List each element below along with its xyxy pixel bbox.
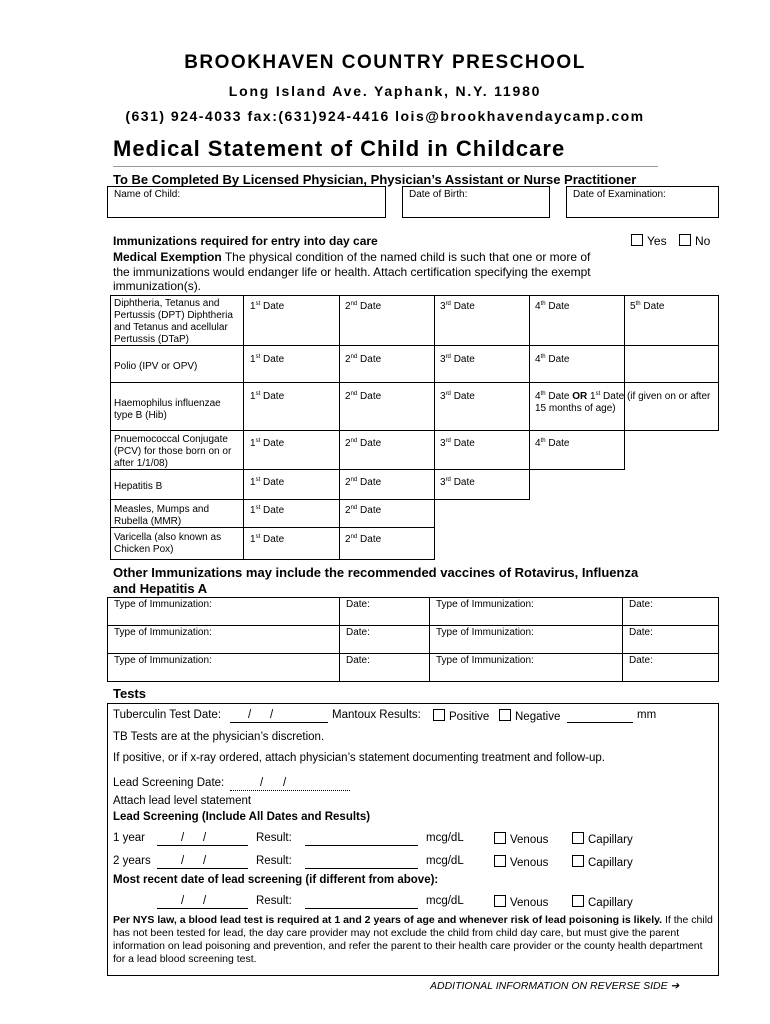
other-date-label: Date: [346,599,370,610]
immunizations-heading: Immunizations required for entry into day care [113,234,378,248]
mantoux-label: Mantoux Results: [332,709,421,721]
exam-date-label: Date of Examination: [573,189,666,200]
mcg-label: mcg/dL [426,855,464,867]
dose-date-cell[interactable]: 3rd Date [440,438,475,449]
mm-label: mm [637,709,657,721]
hib-label: Haemophilus influenzae type B (Hib) [114,398,221,421]
dose-date-cell[interactable]: 1st Date [250,534,285,545]
xray-note: If positive, or if x-ray ordered, attach physician’s statement documenting treatment and follow-up. [113,752,605,764]
capillary-option[interactable]: Capillary [572,855,633,869]
capillary-option[interactable]: Capillary [572,832,633,846]
dose-date-cell[interactable]: 4th Date [535,354,570,365]
venous-checkbox[interactable] [494,895,506,907]
nys-law-note [113,914,715,966]
exemption-label: Medical Exemption [113,250,222,264]
other-type-label: Type of Immunization: [114,655,212,666]
positive-checkbox[interactable] [433,709,445,721]
positive-option[interactable]: Positive [433,709,489,723]
mcg-label: mcg/dL [426,832,464,844]
other-date-label: Date: [629,627,653,638]
dose-date-cell[interactable]: 1st Date [250,477,285,488]
other-type-label: Type of Immunization: [114,599,212,610]
dose-date-cell[interactable]: 2nd Date [345,391,382,402]
dose-date-cell[interactable]: 2nd Date [345,301,382,312]
school-name: BROOKHAVEN COUNTRY PRESCHOOL [184,52,586,73]
nys-law-text: If the child has not been tested for lead, the day care provider may not exclude the child from child day care, but must give the parent information on lead poisoning and prevention, and refer the parent to their health care provider or the county health department for a lead blood screening test. [113,914,713,965]
capillary-checkbox[interactable] [572,832,584,844]
mcg-label: mcg/dL [426,895,464,907]
dose-date-cell[interactable]: 2nd Date [345,477,382,488]
lead-screening-heading: Lead Screening (Include All Dates and Results) [113,811,371,823]
recent-lead-heading: Most recent date of lead screening (if different from above): [113,874,439,886]
dpt-label: Diphtheria, Tetanus and Pertussis (DPT) Diphtheria and Tetanus and acellular Pertussis (DTaP) [114,298,233,345]
venous-option[interactable]: Venous [494,855,548,869]
lead-date-label: Lead Screening Date: [113,777,225,789]
dose-date-cell[interactable]: 4th Date [535,438,570,449]
capillary-checkbox[interactable] [572,895,584,907]
lead-date-input[interactable]: / / [230,777,350,791]
other-date-label: Date: [629,599,653,610]
venous-option[interactable]: Venous [494,832,548,846]
dose-date-cell[interactable]: 3rd Date [440,301,475,312]
result-label: Result: [256,895,292,907]
exemption-text: The physical condition of the named child is such that one or more of the immunizations would endanger life or health. Attach certification specifying the exempt immunization(s). [113,250,591,293]
tb-date-label: Tuberculin Test Date: [113,709,222,721]
recent-result-input[interactable] [305,895,418,909]
result-label: Result: [256,855,292,867]
other-type-label: Type of Immunization: [436,655,534,666]
nys-law-bold: Per NYS law, a blood lead test is required at 1 and 2 years of age and whenever risk of lead poisoning is likely. [113,914,663,926]
yes-label: Yes [647,234,667,248]
footer-note: ADDITIONAL INFORMATION ON REVERSE SIDE ➔ [430,980,680,992]
capillary-checkbox[interactable] [572,855,584,867]
mm-input[interactable] [567,709,633,723]
dose-date-cell[interactable]: 3rd Date [440,477,475,488]
dob-label: Date of Birth: [409,189,468,200]
form-subtitle: To Be Completed By Licensed Physician, Physician’s Assistant or Nurse Practitioner [113,172,637,187]
pcv-label: Pnuemococcal Conjugate (PCV) for those born on or after 1/1/08) [114,434,232,469]
attach-lead: Attach lead level statement [113,795,252,807]
child-name-label: Name of Child: [114,189,181,200]
dose-date-cell[interactable]: 1st Date [250,505,285,516]
dose-date-cell[interactable]: 1st Date [250,301,285,312]
dose-date-cell[interactable]: 2nd Date [345,534,382,545]
dose-date-cell[interactable]: 1st Date [250,354,285,365]
two-years-result-input[interactable] [305,855,418,869]
other-immunizations-heading: Other Immunizations may include the recommended vaccines of Rotavirus, Influenza and Hepatitis A [113,565,639,596]
other-type-label: Type of Immunization: [436,599,534,610]
hib-fourth-dose-cell[interactable]: 4th Date OR 1st Date (if given on or after 15 months of age) [535,391,711,414]
negative-checkbox[interactable] [499,709,511,721]
venous-checkbox[interactable] [494,832,506,844]
recent-date-input[interactable]: / / [157,895,248,909]
dose-date-cell[interactable]: 1st Date [250,391,285,402]
dose-date-cell[interactable]: 5th Date [630,301,665,312]
dose-date-cell[interactable]: 2nd Date [345,354,382,365]
other-date-label: Date: [346,655,370,666]
mmr-label: Measles, Mumps and Rubella (MMR) [114,504,210,527]
two-years-date-input[interactable]: / / [157,855,248,869]
dose-date-cell[interactable]: 2nd Date [345,505,382,516]
dose-date-cell[interactable]: 1st Date [250,438,285,449]
other-date-label: Date: [629,655,653,666]
other-type-label: Type of Immunization: [436,627,534,638]
result-label: Result: [256,832,292,844]
venous-option[interactable]: Venous [494,895,548,909]
no-label: No [695,234,711,248]
tb-date-input[interactable]: / / [230,709,328,723]
venous-checkbox[interactable] [494,855,506,867]
dose-date-cell[interactable]: 3rd Date [440,391,475,402]
page-title: Medical Statement of Child in Childcare [113,136,566,161]
polio-label: Polio (IPV or OPV) [114,361,198,372]
tb-discretion: TB Tests are at the physician’s discretion. [113,731,325,743]
other-date-label: Date: [346,627,370,638]
two-years-label: 2 years [113,855,151,867]
dose-date-cell[interactable]: 4th Date [535,301,570,312]
school-contact: (631) 924-4033 fax:(631)924-4416 lois@brookhavendaycamp.com [125,108,645,124]
dose-date-cell[interactable]: 2nd Date [345,438,382,449]
hepb-label: Hepatitis B [114,481,163,492]
one-year-date-input[interactable]: / / [157,832,248,846]
one-year-result-input[interactable] [305,832,418,846]
dose-date-cell[interactable]: 3rd Date [440,354,475,365]
negative-option[interactable]: Negative [499,709,560,723]
varicella-label: Varicella (also known as Chicken Pox) [114,532,222,555]
school-address: Long Island Ave. Yaphank, N.Y. 11980 [228,83,542,99]
one-year-label: 1 year [113,832,145,844]
tests-heading: Tests [113,686,146,701]
other-type-label: Type of Immunization: [114,627,212,638]
capillary-option[interactable]: Capillary [572,895,633,909]
